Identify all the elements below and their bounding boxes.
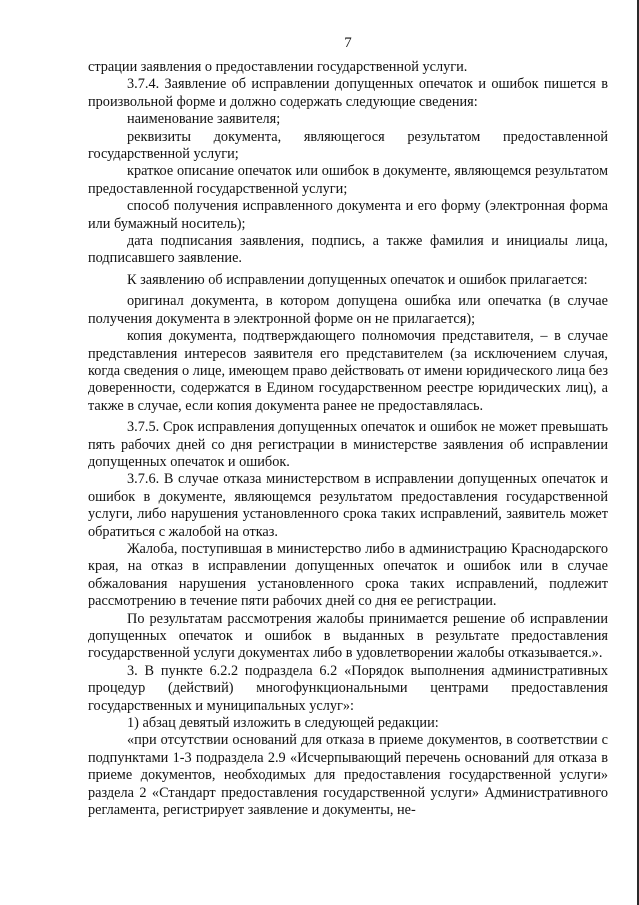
paragraph-3-7-6: 3.7.6. В случае отказа министерством в исправлении допущенных опечаток и ошибок в документе, являющемся результатом предоставления государственной услуги, либо нарушения установленного срока таких исправлений, заявитель может обратиться с жалобой на отказ.	[88, 471, 608, 540]
list-item-error-description: краткое описание опечаток или ошибок в документе, являющемся результатом предоставленной государственной услуги;	[88, 163, 608, 197]
list-item-applicant-name: наименование заявителя;	[127, 111, 281, 128]
document-body	[88, 59, 608, 819]
paragraph-attachments: К заявлению об исправлении допущенных опечаток и ошибок прилагается:	[127, 271, 588, 288]
page-number: 7	[344, 35, 352, 51]
paragraph-quoted-text: «при отсутствии оснований для отказа в приеме документов, в соответствии с подпунктами 1-3 подраздела 2.9 «Исчерпывающий перечень оснований для отказа в приеме документов, необходимых для предоставления государственной услуги» раздела 2 «Стандарт предоставления государственной услуги» Административного регламента, регистрирует заявление и документы, не-	[88, 732, 608, 819]
paragraph-complaint: Жалоба, поступившая в министерство либо в администрацию Краснодарского края, на отказ в исправлении допущенных опечаток и ошибок или в случае обжалования нарушения установленного срока таких исправлений, подлежит рассмотрению в течение пяти рабочих дней со дня ее регистрации.	[88, 540, 608, 610]
list-item-document-details: реквизиты документа, являющегося результатом предоставленной государственной услуги;	[88, 128, 608, 163]
paragraph-3-7-4: 3.7.4. Заявление об исправлении допущенных опечаток и ошибок пишется в произвольной форме и должно содержать следующие сведения:	[88, 76, 608, 110]
paragraph-item-3: 3. В пункте 6.2.2 подраздела 6.2 «Порядок выполнения административных процедур (действий) многофункциональными центрами предоставления государственных и муниципальных услуг»:	[88, 662, 608, 714]
list-item-original-document: оригинал документа, в котором допущена ошибка или опечатка (в случае получения документа в электронной форме он не прилагается);	[88, 293, 608, 327]
list-item-receipt-method: способ получения исправленного документа и его форму (электронная форма или бумажный носитель);	[88, 198, 608, 232]
list-item-signature-date: дата подписания заявления, подпись, а также фамилия и инициалы лица, подписавшего заявление.	[88, 233, 608, 267]
paragraph-complaint-result: По результатам рассмотрения жалобы принимается решение об исправлении допущенных опечаток и ошибок в выданных в результате предоставления государственной услуги документах либо в удовлетворении жалобы отказывается.».	[88, 610, 608, 662]
paragraph-subitem-1: 1) абзац девятый изложить в следующей редакции:	[127, 715, 439, 732]
paragraph-3-7-5: 3.7.5. Срок исправления допущенных опечаток и ошибок не может превышать пять рабочих дней со дня регистрации в министерстве заявления об исправлении допущенных опечаток и ошибок.	[88, 419, 608, 470]
paragraph-continuation: страции заявления о предоставлении государственной услуги.	[88, 59, 468, 75]
document-page	[88, 34, 608, 819]
list-item-power-of-attorney: копия документа, подтверждающего полномочия представителя, – в случае представления интересов заявителя его представителем (за исключением случая, когда сведения о лице, имеющем право действовать от имени юридического лица без доверенности, содержатся в Едином государственном реестре юридических лиц), а также в случае, если копия документа ранее не предоставлялась.	[88, 328, 608, 414]
